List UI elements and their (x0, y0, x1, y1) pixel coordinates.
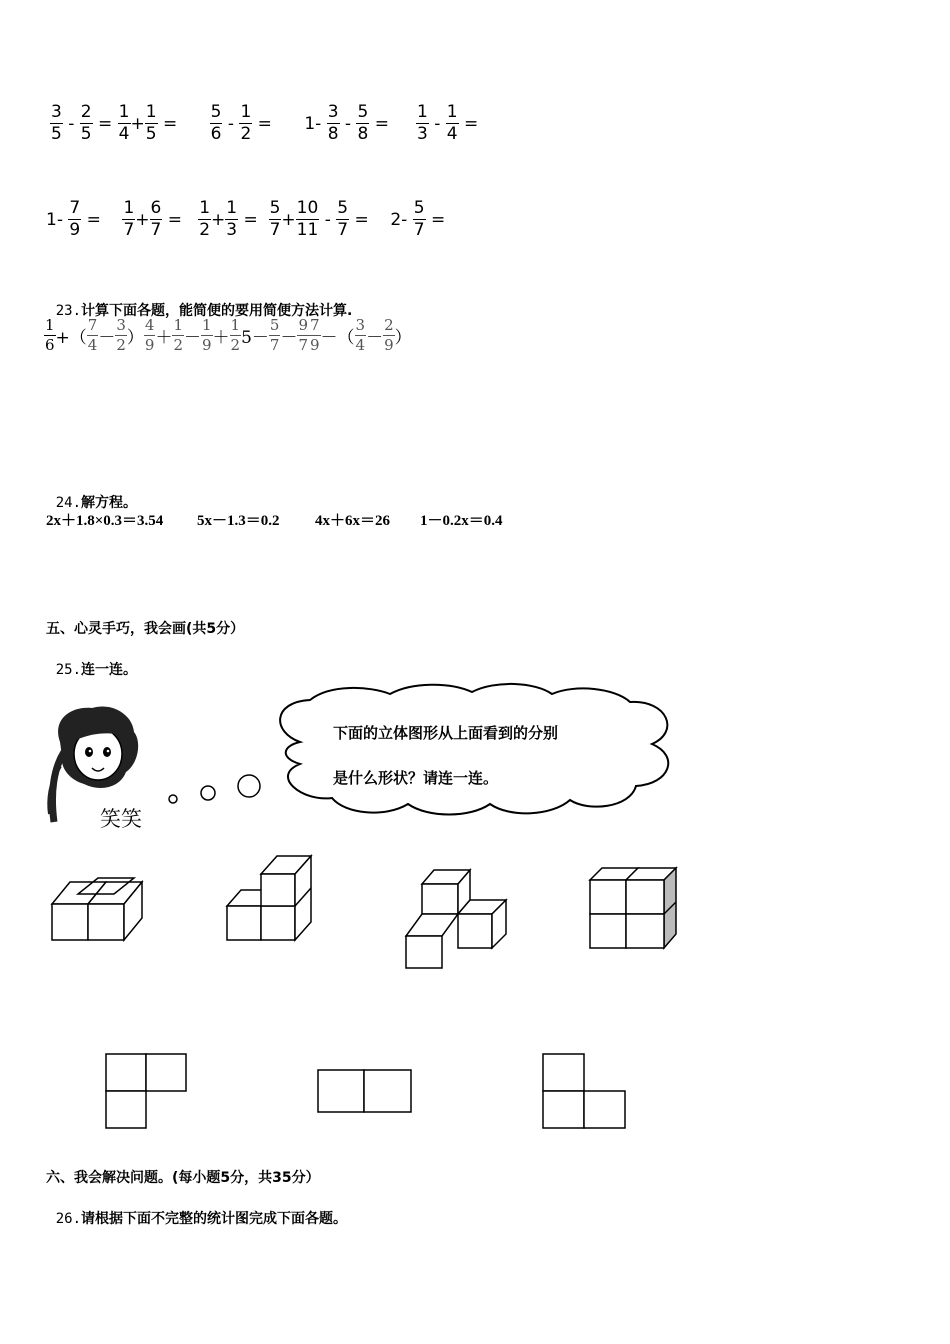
expression-text: = (92, 113, 118, 134)
denominator: 2 (240, 124, 252, 144)
numerator: 1 (145, 102, 157, 122)
denominator: 9 (144, 336, 155, 354)
numerator: 1 (226, 198, 238, 218)
expression-text: + (130, 113, 145, 134)
numerator: 1 (123, 198, 135, 218)
fraction (144, 318, 156, 353)
denominator: 2 (199, 220, 211, 240)
question-23 (46, 284, 352, 320)
section-5-heading: 五、心灵手巧，我会画(共5分） (46, 621, 245, 637)
numerator: 1 (173, 316, 183, 334)
question-text: 计算下面各题，能简便的要用简便方法计算. (81, 303, 353, 319)
question-number: 25. (55, 662, 82, 678)
numerator: 1 (416, 102, 428, 122)
numerator: 1 (199, 198, 211, 218)
expression-text: = (157, 113, 210, 134)
fraction (309, 318, 321, 353)
equation-4: 1－0.2x＝0.4 (420, 513, 503, 529)
denominator: 7 (413, 220, 425, 240)
fraction-row-2 (46, 200, 445, 239)
fraction (356, 104, 369, 143)
expression-text: = (81, 209, 123, 230)
expression-text: － (280, 328, 298, 348)
question-26 (46, 1192, 347, 1228)
denominator: 3 (226, 220, 238, 240)
numerator: 1 (118, 102, 130, 122)
question-text: 请根据下面不完整的统计图完成下面各题。 (81, 1211, 348, 1227)
numerator: 7 (310, 316, 320, 334)
fraction (172, 318, 184, 353)
thought-illustration (40, 680, 700, 840)
question-number: 26. (55, 1211, 82, 1227)
expression-text: = (458, 113, 479, 134)
question-text: 解方程。 (81, 495, 138, 511)
denominator: 9 (310, 336, 320, 354)
section-6-heading: 六、我会解决问题。(每小题5分，共35分） (46, 1170, 320, 1186)
expression-text: - (428, 113, 446, 134)
numerator: 3 (327, 102, 339, 122)
fraction (416, 104, 429, 143)
numerator: 1 (45, 316, 55, 334)
fraction-row-3 (44, 318, 412, 353)
denominator: 4 (87, 336, 98, 354)
denominator: 9 (384, 336, 394, 354)
fraction (150, 200, 163, 239)
solid-figure-1 (50, 876, 146, 944)
numerator: 5 (210, 102, 222, 122)
fraction (50, 104, 63, 143)
expression-text: - (319, 209, 337, 230)
numerator: 10 (296, 198, 319, 218)
expression-text: + (211, 209, 226, 230)
expression-text: ） (126, 328, 144, 348)
denominator: 6 (210, 124, 222, 144)
denominator: 7 (123, 220, 135, 240)
fraction (269, 318, 281, 353)
denominator: 5 (51, 124, 62, 144)
fraction (201, 318, 213, 353)
girl-xiaoxiao (49, 706, 138, 822)
expression-text: + (135, 209, 150, 230)
denominator: 5 (80, 124, 92, 144)
expression-text: 5－ (241, 328, 269, 348)
solid-figure-2 (225, 854, 317, 944)
top-view-shape-3 (541, 1052, 629, 1130)
numerator: 3 (51, 102, 62, 122)
fraction (118, 104, 131, 143)
cloud-text-line-2: 是什么形状？请连一连。 (333, 769, 499, 787)
equation-1: 2x＋1.8×0.3＝3.54 (46, 513, 164, 529)
denominator: 5 (145, 124, 157, 144)
fraction-row-1 (50, 104, 478, 143)
expression-text: －（ (320, 328, 355, 348)
numerator: 3 (355, 316, 366, 334)
fraction (269, 200, 282, 239)
fraction (115, 318, 127, 353)
denominator: 7 (269, 220, 281, 240)
question-24 (46, 476, 137, 512)
fraction (327, 104, 340, 143)
solid-figure-3 (404, 866, 512, 970)
numerator: 5 (413, 198, 425, 218)
fraction (383, 318, 395, 353)
equation-3: 4x＋6x＝26 (315, 513, 391, 529)
numerator: 2 (384, 316, 394, 334)
expression-text: = 2- (349, 209, 413, 230)
expression-text: +（ (55, 328, 87, 348)
bubble-large (238, 775, 260, 797)
expression-text: = (369, 113, 416, 134)
expression-text: = (238, 209, 269, 230)
fraction (44, 318, 56, 353)
expression-text: ） (394, 328, 412, 348)
question-25 (46, 643, 137, 679)
expression-text: + (281, 209, 296, 230)
expression-text: = (425, 209, 446, 230)
fraction (145, 104, 158, 143)
expression-text: － (366, 328, 384, 348)
numerator: 4 (144, 316, 155, 334)
numerator: 2 (80, 102, 92, 122)
expression-text: - (222, 113, 240, 134)
expression-text: 1- (46, 209, 69, 230)
denominator: 7 (337, 220, 349, 240)
expression-text: － (183, 328, 201, 348)
fraction (297, 318, 309, 353)
numerator: 7 (87, 316, 98, 334)
expression-text: ＋ (155, 328, 173, 348)
thought-cloud (280, 684, 668, 815)
denominator: 6 (45, 336, 55, 354)
numerator: 5 (337, 198, 349, 218)
question-text: 连一连。 (81, 662, 138, 678)
bubble-small (169, 795, 177, 803)
numerator: 5 (357, 102, 369, 122)
fraction (446, 104, 459, 143)
denominator: 11 (296, 220, 319, 240)
fraction (198, 200, 211, 239)
denominator: 2 (173, 336, 183, 354)
denominator: 2 (116, 336, 126, 354)
fraction (355, 318, 367, 353)
numerator: 1 (446, 102, 458, 122)
expression-text: ＋ (212, 328, 230, 348)
question-number: 23. (55, 303, 82, 319)
numerator: 5 (269, 316, 280, 334)
fraction (296, 200, 320, 239)
denominator: 2 (230, 336, 241, 354)
denominator: 7 (269, 336, 280, 354)
numerator: 1 (240, 102, 252, 122)
fraction (122, 200, 135, 239)
girl-name-label: 笑笑 (100, 807, 142, 831)
top-view-shape-2 (316, 1068, 414, 1114)
fraction (210, 104, 223, 143)
question-number: 24. (55, 495, 82, 511)
fraction (68, 200, 81, 239)
expression-text: = (162, 209, 199, 230)
solid-figure-4 (586, 864, 682, 954)
top-view-shape-1 (104, 1052, 188, 1130)
numerator: 9 (298, 316, 308, 334)
fraction (230, 318, 242, 353)
denominator: 4 (118, 124, 130, 144)
numerator: 3 (116, 316, 126, 334)
numerator: 5 (269, 198, 281, 218)
expression-text: - (339, 113, 357, 134)
bubble-medium (201, 786, 215, 800)
numerator: 6 (150, 198, 162, 218)
denominator: 4 (355, 336, 366, 354)
denominator: 8 (327, 124, 339, 144)
cloud-text-line-1: 下面的立体图形从上面看到的分别 (333, 724, 559, 742)
expression-text: - (62, 113, 80, 134)
numerator: 7 (69, 198, 81, 218)
fraction (239, 104, 252, 143)
denominator: 4 (446, 124, 458, 144)
fraction (80, 104, 93, 143)
denominator: 3 (416, 124, 428, 144)
expression-text: － (98, 328, 116, 348)
numerator: 1 (230, 316, 241, 334)
denominator: 7 (150, 220, 162, 240)
expression-text: = 1- (252, 113, 327, 134)
denominator: 8 (357, 124, 369, 144)
denominator: 7 (298, 336, 308, 354)
fraction (87, 318, 99, 353)
equation-2: 5x－1.3＝0.2 (197, 513, 280, 529)
fraction (225, 200, 238, 239)
denominator: 9 (69, 220, 81, 240)
denominator: 9 (201, 336, 212, 354)
fraction (336, 200, 349, 239)
fraction (413, 200, 426, 239)
numerator: 1 (201, 316, 212, 334)
